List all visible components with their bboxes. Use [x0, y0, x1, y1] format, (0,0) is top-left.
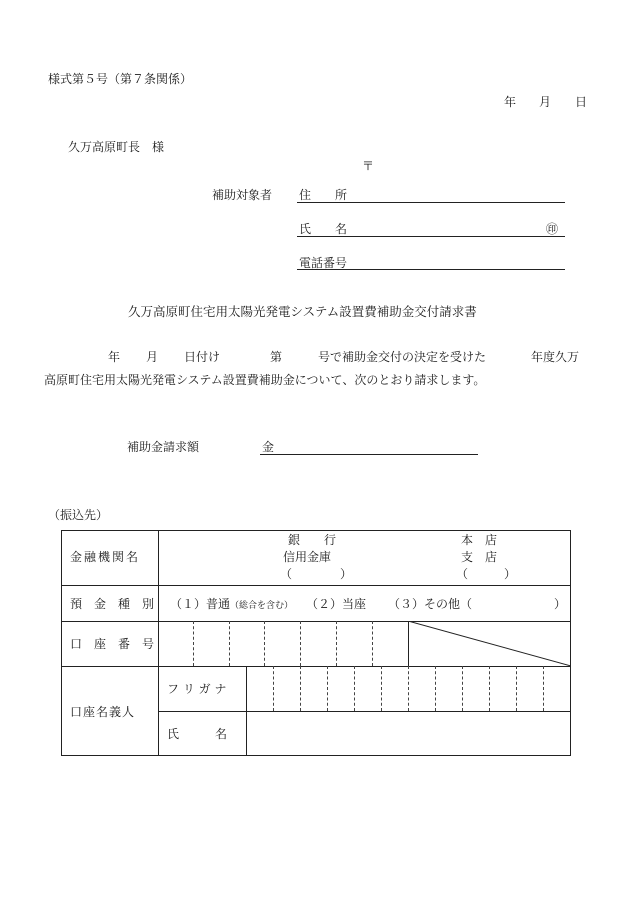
furigana-cell-divider: [408, 666, 409, 711]
furigana-label: フ リ ガ ナ: [167, 682, 227, 696]
date-year-label: 年: [504, 95, 517, 109]
table-rule: [61, 666, 571, 667]
furigana-cell-divider: [273, 666, 274, 711]
transfer-heading: （振込先）: [48, 508, 109, 522]
furigana-cell-divider: [516, 666, 517, 711]
branch-type-branch: 支 店: [461, 550, 498, 564]
name-field[interactable]: [297, 236, 565, 237]
deposit-option-current[interactable]: （２）当座: [306, 597, 367, 611]
table-rule: [61, 585, 571, 586]
table-column-divider: [158, 530, 159, 756]
account-digit-divider: [229, 621, 230, 666]
phone-field[interactable]: [297, 269, 565, 270]
furigana-cell-divider: [462, 666, 463, 711]
body-fiscal-year: 年度久万: [531, 350, 580, 364]
furigana-cell-divider: [489, 666, 490, 711]
seal-mark: ㊞: [546, 222, 559, 236]
deposit-type-label: 預 金 種 別: [70, 597, 155, 611]
furigana-cell-divider: [435, 666, 436, 711]
furigana-cell-divider: [354, 666, 355, 711]
deposit-option-ordinary-label: （１）普通: [170, 597, 231, 611]
table-rule: [158, 711, 571, 712]
deposit-option-other-close: ）: [554, 597, 567, 611]
deposit-option-ordinary[interactable]: [170, 597, 293, 613]
bank-type-other: （ ）: [280, 567, 353, 581]
form-number: 様式第５号（第７条関係）: [48, 72, 193, 86]
document-title: 久万高原町住宅用太陽光発電システム設置費補助金交付請求書: [128, 304, 477, 319]
phone-label: 電話番号: [299, 256, 348, 270]
date-month-label: 月: [539, 95, 552, 109]
body-year: 年: [108, 350, 121, 364]
furigana-cell-divider: [300, 666, 301, 711]
name-label: 氏 名: [299, 222, 348, 236]
claim-amount-field[interactable]: [260, 454, 478, 455]
account-digit-divider: [300, 621, 301, 666]
account-digit-divider: [264, 621, 265, 666]
body-dated: 日付け: [184, 350, 221, 364]
furigana-cell-divider: [327, 666, 328, 711]
account-digit-divider: [336, 621, 337, 666]
currency-prefix: 金: [262, 440, 275, 454]
address-field[interactable]: [297, 202, 565, 203]
bank-type-bank: 銀 行: [288, 533, 337, 547]
deposit-option-other[interactable]: （３）その他（: [388, 597, 473, 611]
body-line2: 高原町住宅用太陽光発電システム設置費補助金について、次のとおり請求します。: [44, 373, 486, 387]
holder-inner-divider: [246, 666, 247, 756]
holder-name-label: 氏 名: [167, 727, 228, 741]
account-digit-divider: [193, 621, 194, 666]
bank-label: 金融機関名: [70, 550, 141, 564]
furigana-cell-divider: [543, 666, 544, 711]
body-month: 月: [146, 350, 159, 364]
claim-label: 補助金請求額: [127, 440, 200, 454]
account-digit-divider: [372, 621, 373, 666]
branch-type-other: （ ）: [456, 567, 517, 581]
postal-mark: 〒: [362, 159, 375, 173]
addressee: 久万高原町長 様: [68, 140, 165, 154]
body-decision-text: 号で補助金交付の決定を受けた: [318, 350, 487, 364]
body-no-prefix: 第: [270, 350, 283, 364]
account-unused-diagonal: [408, 621, 571, 666]
deposit-option-ordinary-note: （総合を含む）: [230, 601, 294, 611]
account-holder-label: 口座名義人: [70, 705, 136, 719]
applicant-label: 補助対象者: [212, 188, 273, 202]
furigana-cell-divider: [381, 666, 382, 711]
date-day-label: 日: [575, 95, 588, 109]
bank-type-shinkin: 信用金庫: [283, 550, 332, 564]
account-number-label: 口 座 番 号: [70, 637, 155, 651]
address-label: 住 所: [299, 188, 348, 202]
branch-type-main: 本 店: [461, 533, 498, 547]
